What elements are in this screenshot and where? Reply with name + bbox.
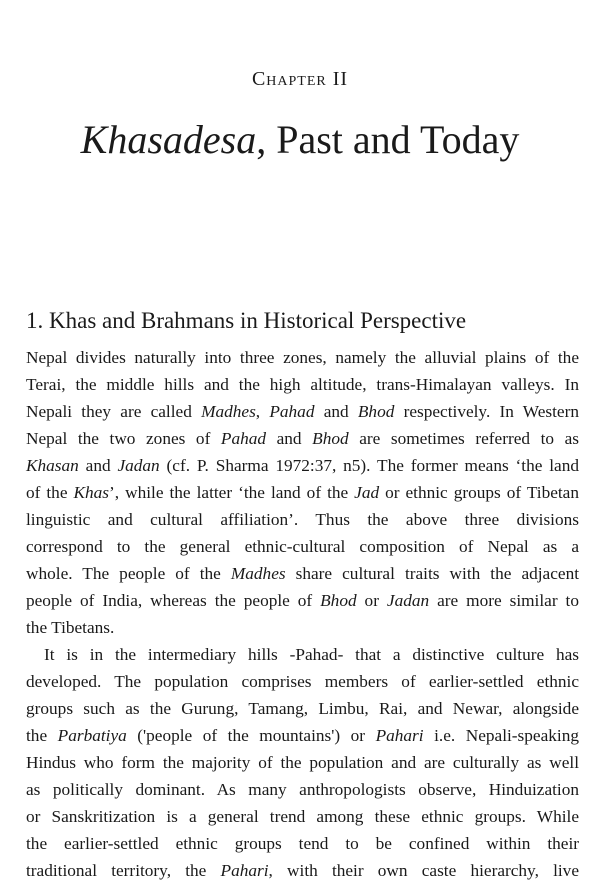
text-line: traditional territory, the Pahari, with their own caste hierarchy, live [26,861,579,880]
text-line: It is in the intermediary hills -Pahad- that a distinctive culture has [44,645,579,664]
chapter-label: Chapter II [251,68,349,90]
chapter-title [0,112,600,168]
paragraph-1 [26,344,579,641]
text-line: Nepal divides naturally into three zones, namely the alluvial plains of the [26,348,579,367]
text-line: groups such as the Gurung, Tamang, Limbu, Rai, and Newar, alongside [26,699,579,718]
paragraph-2 [26,641,579,884]
text-line: developed. The population comprises members of earlier-settled ethnic [26,672,579,691]
text-line: Nepali they are called Madhes, Pahad and Bhod respectively. In Western [26,402,579,421]
text-line: the earlier-settled ethnic groups tend to be confined within their [26,834,579,853]
section-heading: 1. Khas and Brahmans in Historical Perspective [26,308,467,333]
text-line: Nepal the two zones of Pahad and Bhod are sometimes referred to as [26,429,580,448]
text-line: people of India, whereas the people of Bhod or Jadan are more similar to [26,591,579,610]
text-line: Hindus who form the majority of the population and are culturally as well [26,753,579,772]
chapter-title-rest: , Past and Today [256,117,520,162]
text-line: Terai, the middle hills and the high altitude, trans-Himalayan valleys. In [26,375,579,394]
text-line: correspond to the general ethnic-cultural composition of Nepal as a [26,537,579,556]
text-line: Khasan and Jadan (cf. P. Sharma 1972:37, n5). The former means ‘the land [26,456,579,475]
text-line: the Parbatiya ('people of the mountains') or Pahari i.e. Nepali-speaking [26,726,579,745]
text-line: or Sanskritization is a general trend among these ethnic groups. While [26,807,579,826]
text-line: whole. The people of the Madhes share cultural traits with the adjacent [26,564,580,583]
chapter-title-italic: Khasadesa [80,117,257,162]
text-line: the Tibetans. [26,618,115,637]
body-text [26,344,579,884]
text-line: linguistic and cultural affiliation’. Thus the above three divisions [26,510,579,529]
text-line: as politically dominant. As many anthropologists observe, Hinduization [26,780,579,799]
text-line: of the Khas’, while the latter ‘the land of the Jad or ethnic groups of Tibetan [26,483,579,502]
